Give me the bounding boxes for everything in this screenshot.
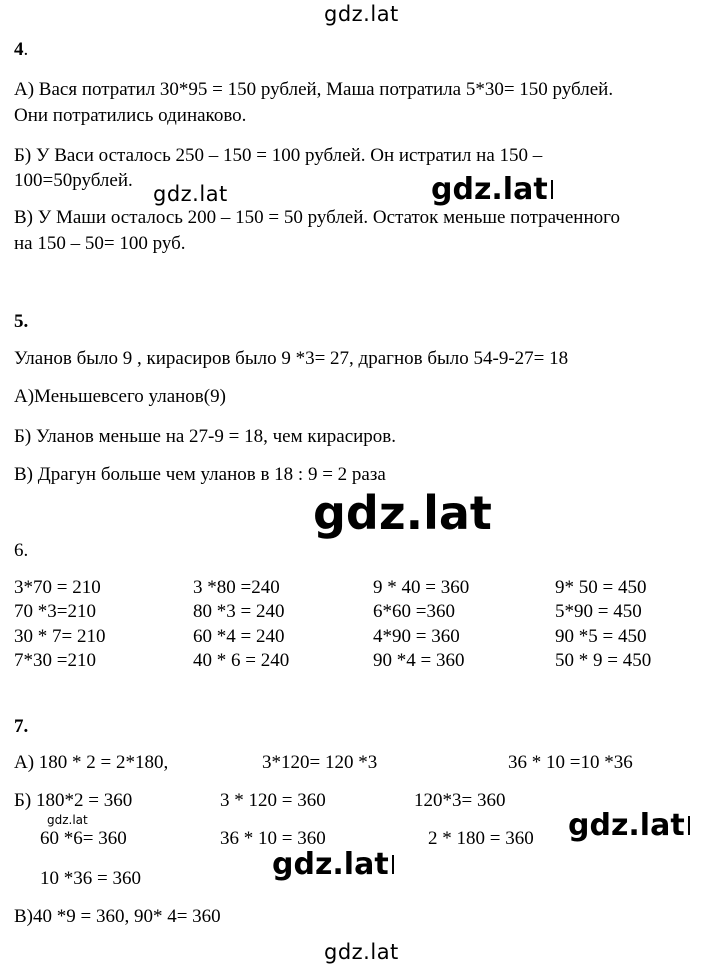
task6-cell: 9 * 40 = 360	[373, 577, 470, 598]
task4-number: 4.	[14, 39, 29, 60]
task7-b1: Б) 180*2 = 360	[14, 790, 133, 811]
watermark-large: gdz.lat	[313, 486, 492, 540]
task4-v-line1: В) У Маши осталось 200 – 150 = 50 рублей. Остаток меньше потраченного	[14, 207, 620, 228]
task4-a-line2: Они потратились одинаково.	[14, 105, 247, 126]
task6-cell: 6*60 =360	[373, 601, 455, 622]
task5-line0: Уланов было 9 , кирасиров было 9 *3= 27, драгнов было 54-9-27= 18	[14, 348, 569, 369]
task5-a: А)Меньшевсего уланов(9)	[14, 386, 226, 407]
task4-b-line1: Б) У Васи осталось 250 – 150 = 100 рублей. Он истратил на 150 –	[14, 145, 543, 166]
task6-cell: 3 *80 =240	[193, 577, 280, 598]
task4-a-line1: А) Вася потратил 30*95 = 150 рублей, Маша потратила 5*30= 150 рублей.	[14, 79, 614, 100]
watermark-bold: gdz.lat	[431, 172, 553, 207]
task6-cell: 60 *4 = 240	[193, 626, 285, 647]
task7-a3: 36 * 10 =10 *36	[508, 752, 633, 773]
task7-a1: А) 180 * 2 = 2*180,	[14, 752, 169, 773]
task7-b3: 120*3= 360	[414, 790, 506, 811]
task6-cell: 4*90 = 360	[373, 626, 460, 647]
task7-c3: 2 * 180 = 360	[428, 828, 534, 849]
task6-cell: 9* 50 = 450	[555, 577, 647, 598]
task6-cell: 90 *5 = 450	[555, 626, 647, 647]
watermark-small: gdz.lat	[153, 182, 228, 206]
task7-c1: 60 *6= 360	[40, 828, 127, 849]
task7-b2: 3 * 120 = 360	[220, 790, 326, 811]
task7-a2: 3*120= 120 *3	[262, 752, 378, 773]
task7-number: 7.	[14, 716, 29, 737]
task6-cell: 3*70 = 210	[14, 577, 101, 598]
watermark-tiny: gdz.lat	[47, 813, 88, 827]
task7-d1: 10 *36 = 360	[40, 868, 141, 889]
task5-number: 5.	[14, 311, 29, 332]
watermark-mid: gdz.lat	[272, 847, 394, 882]
task7-v: В)40 *9 = 360, 90* 4= 360	[14, 906, 221, 927]
task5-b: Б) Уланов меньше на 27-9 = 18, чем кирасиров.	[14, 426, 397, 447]
task7-c2: 36 * 10 = 360	[220, 828, 326, 845]
task5-v: В) Драгун больше чем уланов в 18 : 9 = 2 раза	[14, 464, 386, 485]
watermark-right: gdz.lat	[568, 808, 690, 843]
task6-cell: 30 * 7= 210	[14, 626, 106, 647]
task6-cell: 40 * 6 = 240	[193, 650, 290, 671]
task6-cell: 5*90 = 450	[555, 601, 642, 622]
watermark-bottom: gdz.lat	[324, 940, 399, 964]
watermark-top: gdz.lat	[324, 2, 399, 26]
task4-b-line2: 100=50рублей.	[14, 170, 133, 191]
task6-cell: 7*30 =210	[14, 650, 96, 671]
task6-cell: 90 *4 = 360	[373, 650, 465, 671]
task6-number: 6.	[14, 540, 29, 561]
task4-v-line2: на 150 – 50= 100 руб.	[14, 233, 186, 254]
task6-cell: 50 * 9 = 450	[555, 650, 652, 671]
task6-cell: 70 *3=210	[14, 601, 96, 622]
task6-cell: 80 *3 = 240	[193, 601, 285, 622]
